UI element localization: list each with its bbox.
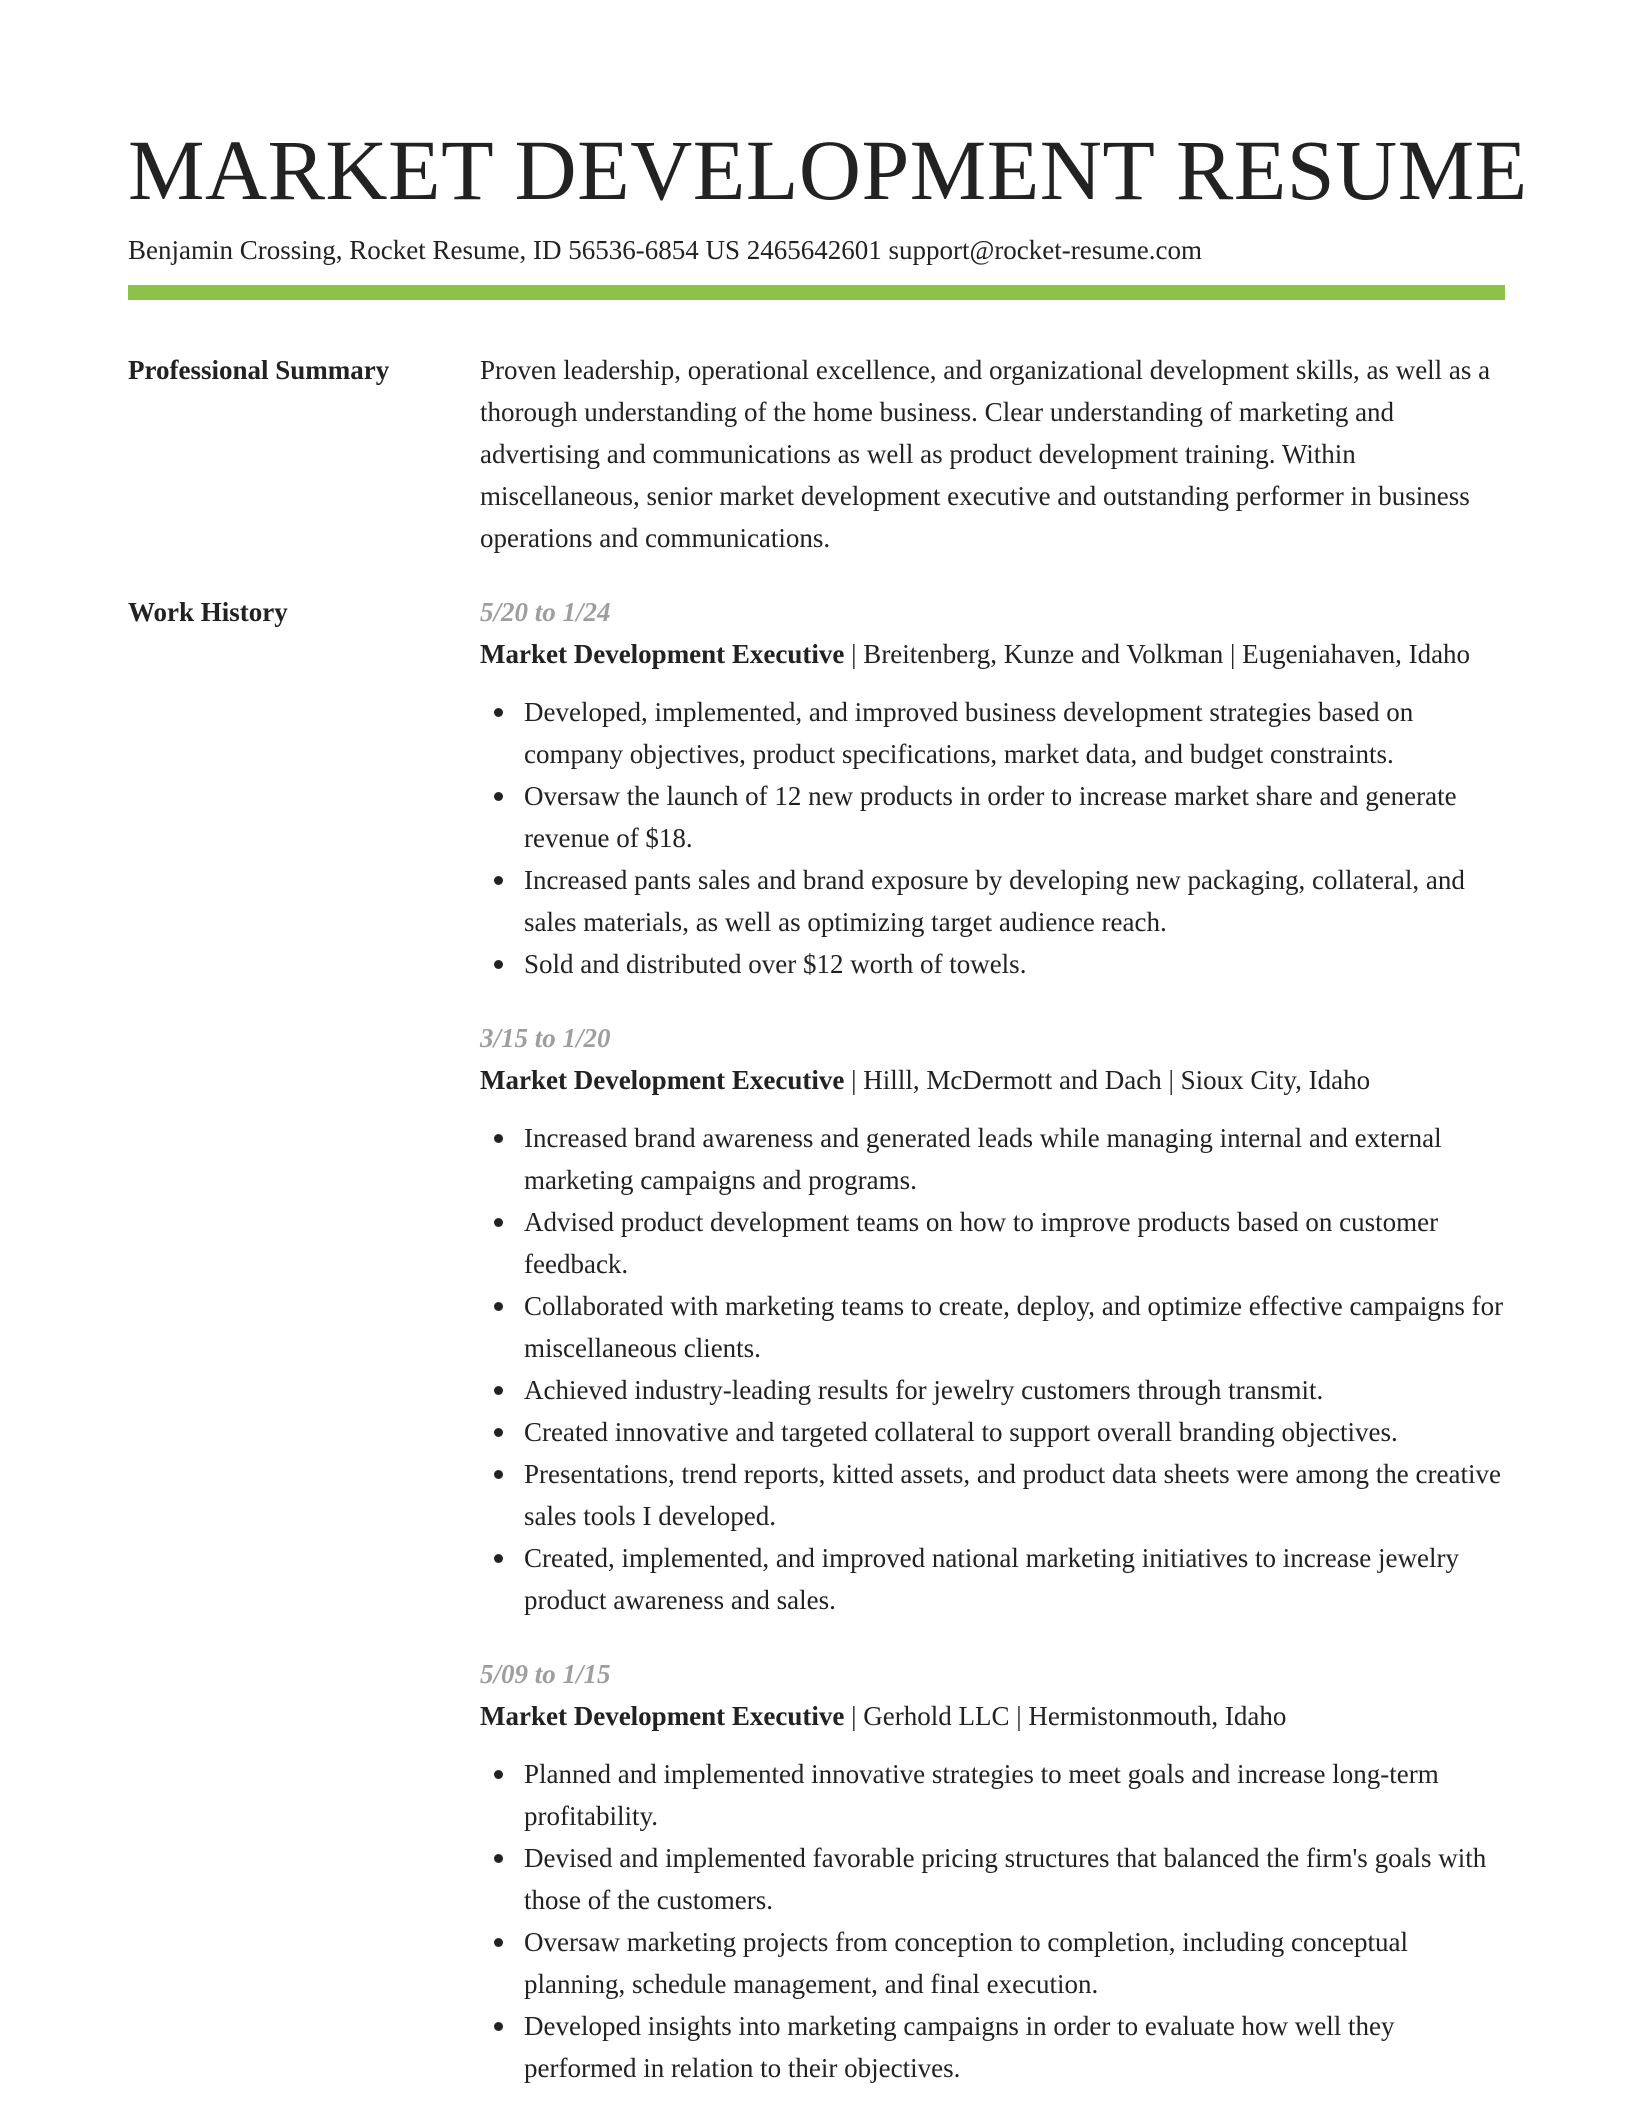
- bullet-dot-icon: [494, 1470, 503, 1479]
- contact-line: Benjamin Crossing, Rocket Resume, ID 56536-6854 US 2465642601 support@rocket-resume.com: [128, 235, 1202, 265]
- bullet-text: Oversaw marketing projects from conception to completion, including conceptual planning, schedule management, and final execution.: [524, 1927, 1408, 1999]
- job-company-location: | Hilll, McDermott and Dach | Sioux City, Idaho: [844, 1065, 1371, 1095]
- job-entry: [480, 1653, 1505, 2089]
- bullet-item: [480, 943, 1505, 985]
- bullet-dot-icon: [494, 1938, 503, 1947]
- bullet-text: Increased pants sales and brand exposure by developing new packaging, collateral, and sales materials, as well as optimizing target audience reach.: [524, 865, 1465, 937]
- job-dates: 5/09 to 1/15: [480, 1659, 611, 1689]
- summary-section: [128, 349, 1505, 559]
- bullet-item: [480, 1117, 1505, 1201]
- bullet-text: Collaborated with marketing teams to create, deploy, and optimize effective campaigns for miscellaneous clients.: [524, 1291, 1504, 1363]
- bullet-text: Oversaw the launch of 12 new products in order to increase market share and generate revenue of $18.: [524, 781, 1457, 853]
- bullet-item: [480, 691, 1505, 775]
- bullet-text: Sold and distributed over $12 worth of towels.: [524, 949, 1027, 979]
- bullet-text: Increased brand awareness and generated leads while managing internal and external marketing campaigns and programs.: [524, 1123, 1442, 1195]
- resume-title: MARKET DEVELOPMENT RESUME: [128, 122, 1528, 218]
- bullet-item: [480, 2005, 1505, 2089]
- bullet-dot-icon: [494, 1302, 503, 1311]
- job-title: Market Development Executive: [480, 1065, 845, 1095]
- bullet-item: [480, 1537, 1505, 1621]
- job-bullets: [480, 1753, 1505, 2089]
- bullet-text: Developed, implemented, and improved business development strategies based on company objectives, product specifications, market data, and budget constraints.: [524, 697, 1414, 769]
- bullet-item: [480, 1201, 1505, 1285]
- bullet-dot-icon: [494, 1218, 503, 1227]
- bullet-text: Created, implemented, and improved national marketing initiatives to increase jewelry product awareness and sales.: [524, 1543, 1459, 1615]
- bullet-item: [480, 1837, 1505, 1921]
- job-heading: [480, 633, 1505, 675]
- bullet-text: Planned and implemented innovative strategies to meet goals and increase long-term profitability.: [524, 1759, 1439, 1831]
- resume-page: [128, 118, 1528, 2121]
- work-history-list: [480, 591, 1505, 2121]
- bullet-text: Devised and implemented favorable pricing structures that balanced the firm's goals with those of the customers.: [524, 1843, 1487, 1915]
- accent-divider: [128, 285, 1505, 300]
- section-label-work-history: Work History: [128, 597, 288, 627]
- bullet-dot-icon: [494, 960, 503, 969]
- bullet-text: Achieved industry-leading results for jewelry customers through transmit.: [524, 1375, 1324, 1405]
- bullet-dot-icon: [494, 1428, 503, 1437]
- job-bullets: [480, 691, 1505, 985]
- bullet-item: [480, 1453, 1505, 1537]
- bullet-item: [480, 775, 1505, 859]
- bullet-dot-icon: [494, 1134, 503, 1143]
- job-title: Market Development Executive: [480, 1701, 845, 1731]
- job-dates: 3/15 to 1/20: [480, 1023, 611, 1053]
- bullet-text: Advised product development teams on how to improve products based on customer feedback.: [524, 1207, 1439, 1279]
- bullet-dot-icon: [494, 1554, 503, 1563]
- summary-text: Proven leadership, operational excellence, and organizational development skills, as well as a thorough understanding of the home business. Clear understanding of marketing and advertising and communications as well as product development training. Within miscellaneous, senior market development executive and outstanding performer in business operations and communications.: [480, 355, 1491, 553]
- bullet-item: [480, 1369, 1505, 1411]
- job-entry: [480, 1017, 1505, 1621]
- bullet-item: [480, 1285, 1505, 1369]
- job-heading: [480, 1695, 1505, 1737]
- bullet-item: [480, 1921, 1505, 2005]
- job-entry: [480, 591, 1505, 985]
- job-dates: 5/20 to 1/24: [480, 597, 611, 627]
- bullet-text: Created innovative and targeted collateral to support overall branding objectives.: [524, 1417, 1398, 1447]
- bullet-dot-icon: [494, 2022, 503, 2031]
- bullet-item: [480, 859, 1505, 943]
- job-bullets: [480, 1117, 1505, 1621]
- bullet-dot-icon: [494, 708, 503, 717]
- bullet-dot-icon: [494, 876, 503, 885]
- bullet-text: Developed insights into marketing campaigns in order to evaluate how well they performed in relation to their objectives.: [524, 2011, 1395, 2083]
- work-history-section: [128, 591, 1505, 2121]
- bullet-item: [480, 1411, 1505, 1453]
- bullet-item: [480, 1753, 1505, 1837]
- job-company-location: | Gerhold LLC | Hermistonmouth, Idaho: [844, 1701, 1287, 1731]
- job-title: Market Development Executive: [480, 639, 845, 669]
- job-heading: [480, 1059, 1505, 1101]
- bullet-dot-icon: [494, 1854, 503, 1863]
- section-label-summary: Professional Summary: [128, 355, 390, 385]
- bullet-dot-icon: [494, 1386, 503, 1395]
- bullet-text: Presentations, trend reports, kitted assets, and product data sheets were among the creative sales tools I developed.: [524, 1459, 1501, 1531]
- bullet-dot-icon: [494, 1770, 503, 1779]
- job-company-location: | Breitenberg, Kunze and Volkman | Eugeniahaven, Idaho: [844, 639, 1471, 669]
- bullet-dot-icon: [494, 792, 503, 801]
